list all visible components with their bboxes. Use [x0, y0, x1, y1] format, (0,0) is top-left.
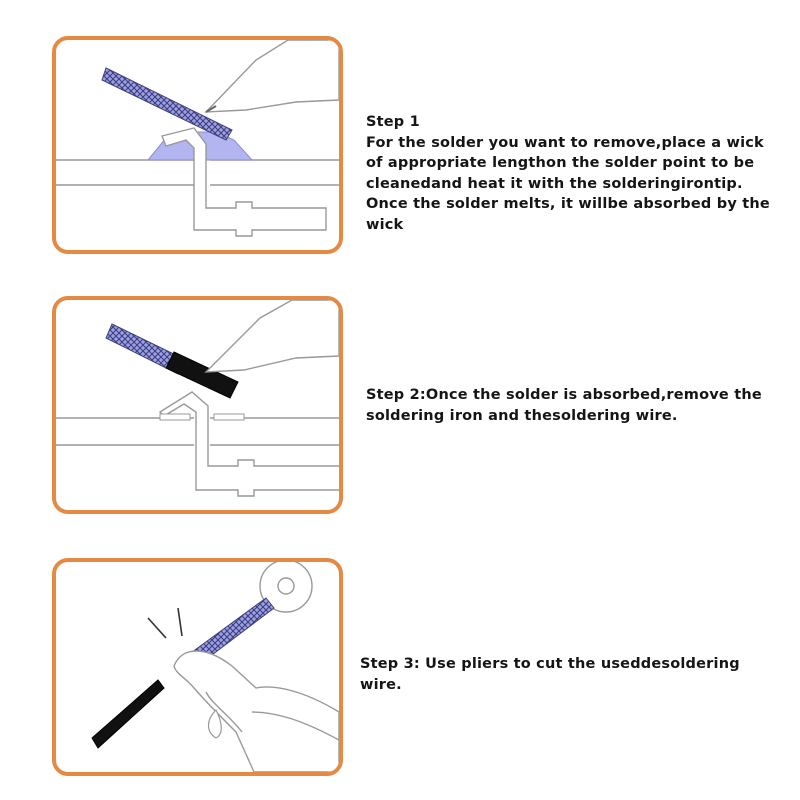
step3-illustration [52, 558, 343, 776]
step1-text [366, 112, 776, 235]
desoldering-wick [102, 68, 232, 140]
step1-illustration [52, 36, 343, 254]
soldering-iron [206, 40, 339, 112]
soldering-iron [206, 300, 339, 372]
step1-line: of appropriate lengthon the solder point to be [366, 155, 755, 171]
cut-motion-lines [148, 608, 182, 638]
pad-right [214, 414, 244, 420]
component-lead [160, 392, 339, 496]
step2-illustration [52, 296, 343, 514]
step1-line: For the solder you want to remove,place a wick [366, 134, 764, 151]
step2-text [366, 385, 776, 426]
step3-text [360, 654, 770, 695]
cut-wick-drawing [56, 562, 339, 772]
wick-on-solder-drawing [56, 40, 339, 250]
step2-line: Step 2:Once the solder is absorbed,remove the [366, 387, 762, 403]
pad-left [160, 414, 190, 420]
step1-line: wick [366, 216, 404, 233]
remove-iron-drawing [56, 300, 339, 510]
cut-wick-piece [92, 680, 164, 748]
step3-line: wire. [360, 676, 402, 693]
step1-line: cleanedand heat it with the solderingirontip. [366, 175, 743, 192]
step1-title: Step 1 [366, 114, 420, 130]
step3-line: Step 3: Use pliers to cut the useddesoldering [360, 656, 740, 672]
step1-line: Once the solder melts, it willbe absorbed by the [366, 196, 770, 212]
step2-line: soldering iron and thesoldering wire. [366, 407, 678, 424]
